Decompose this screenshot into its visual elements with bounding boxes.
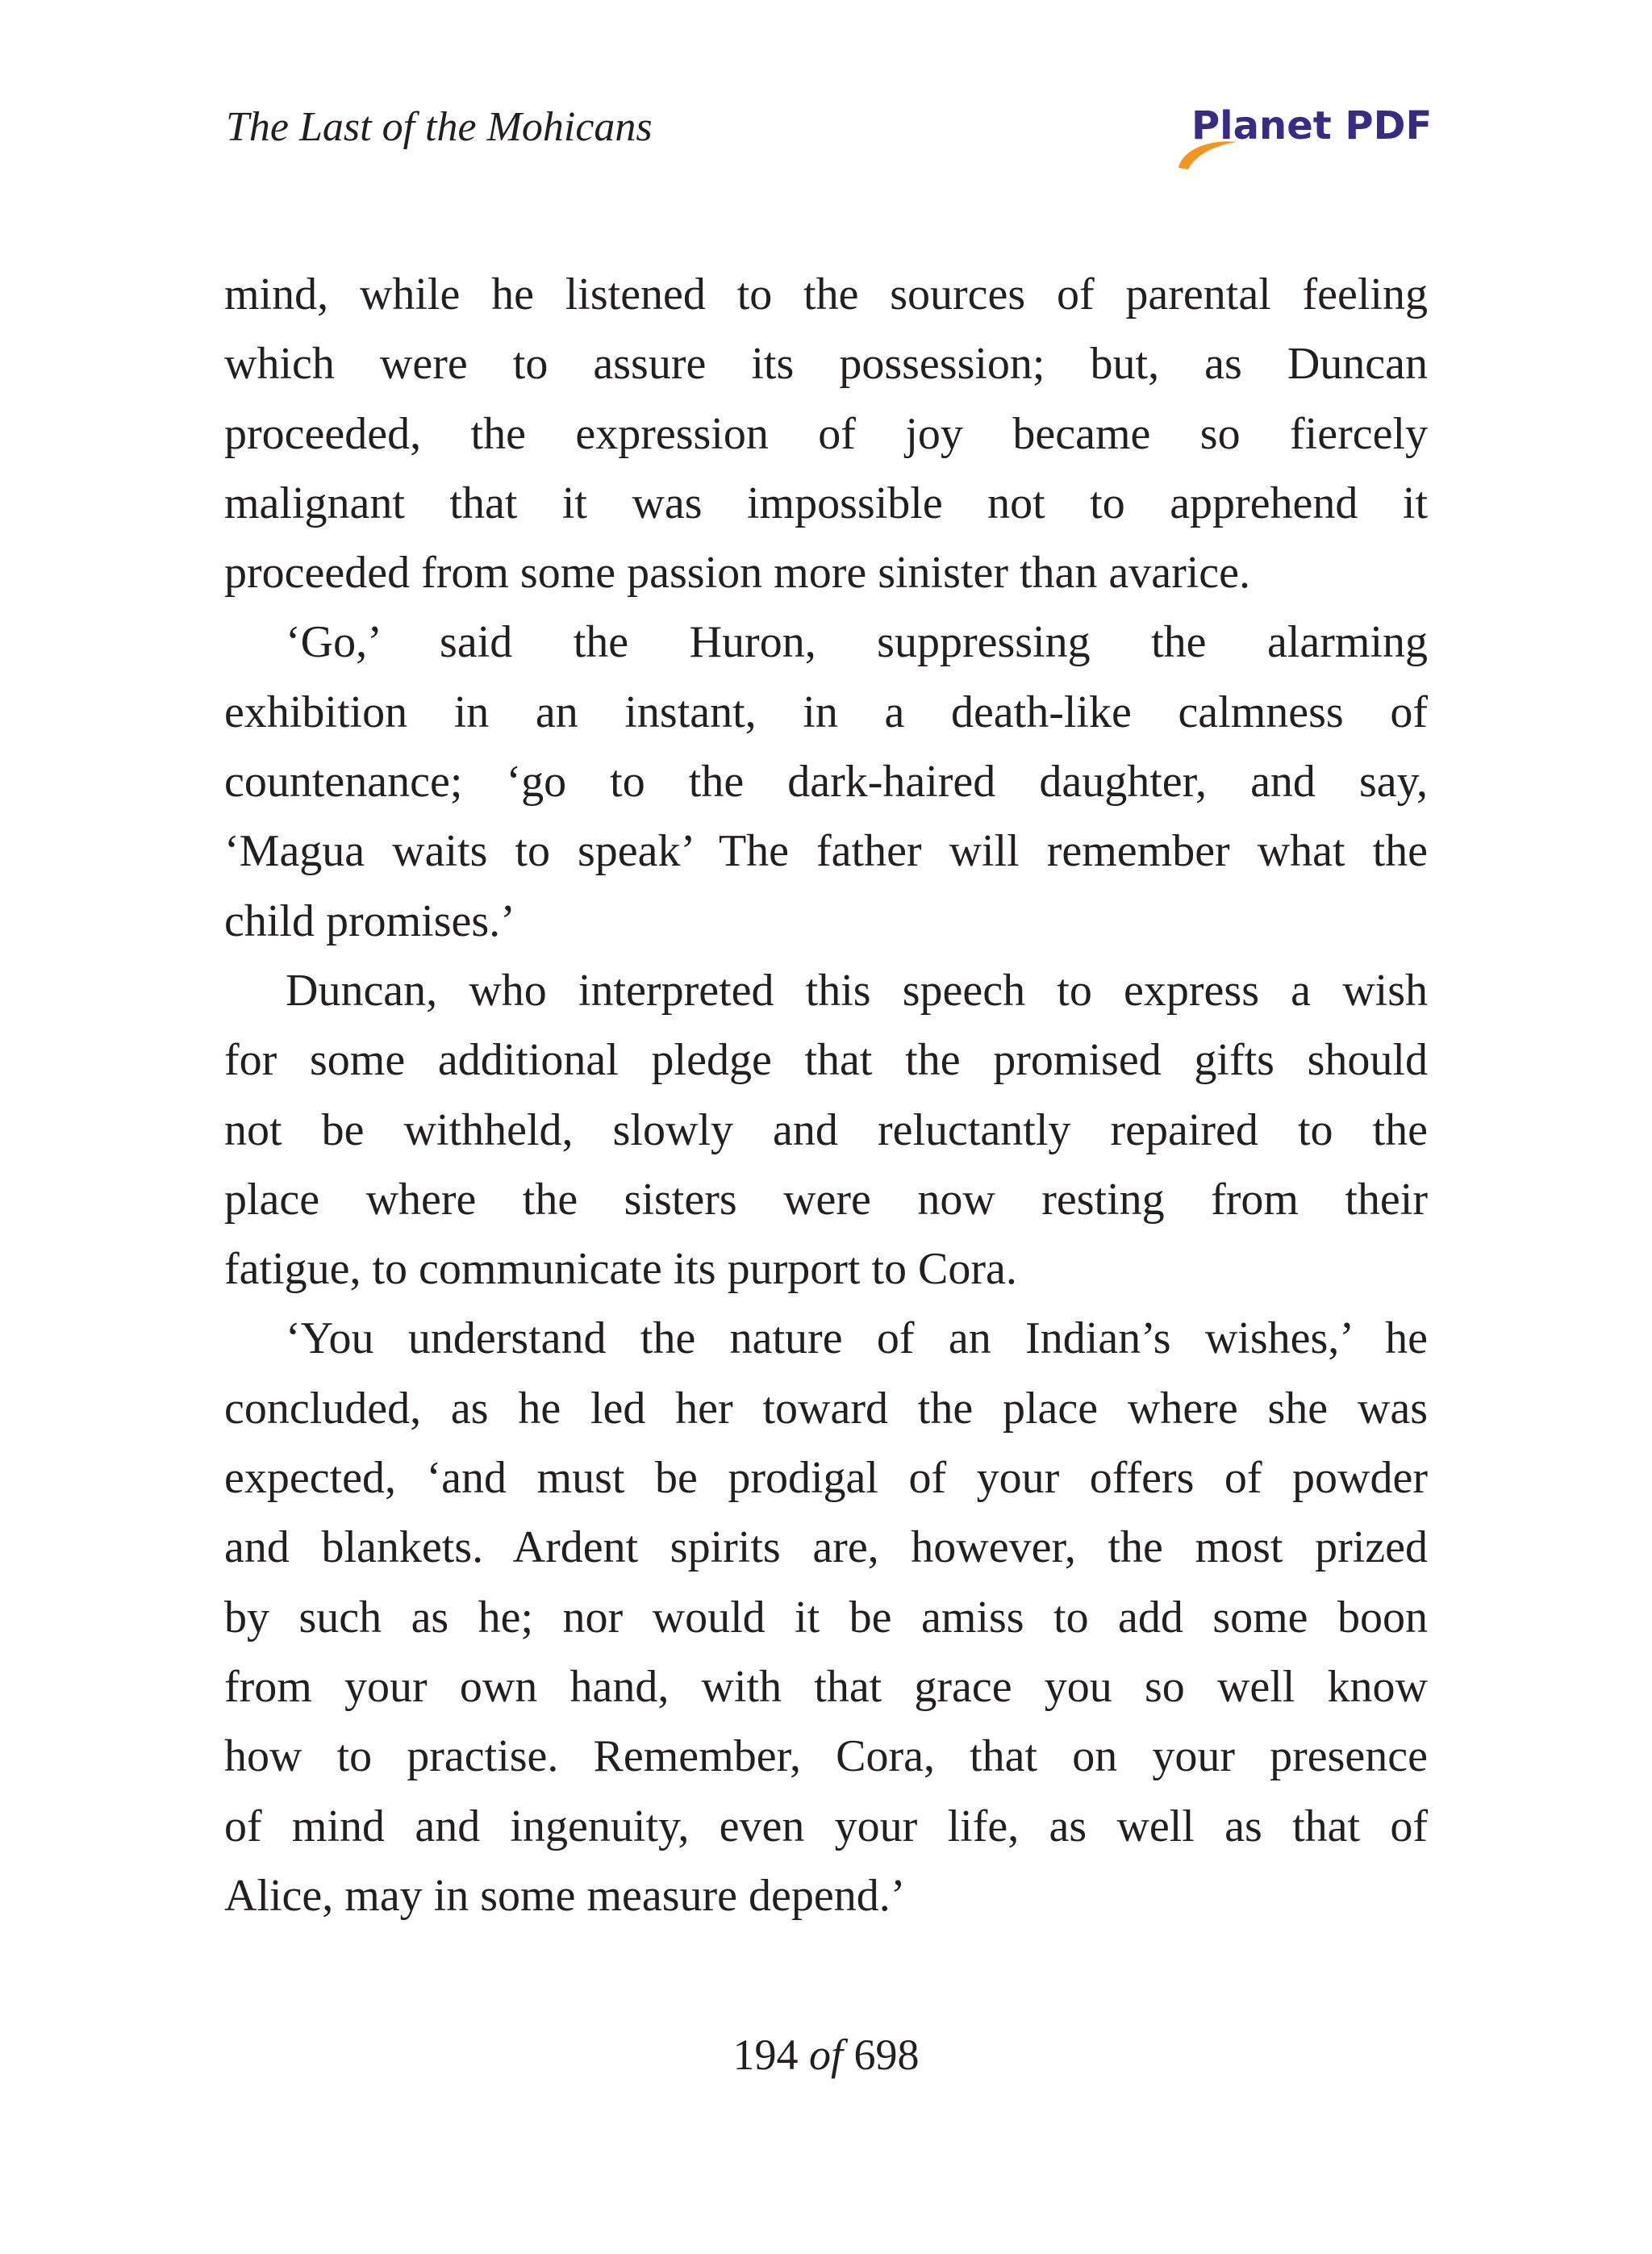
text-line: fatigue, to communicate its purport to Cora. <box>224 1244 1017 1295</box>
text-line: place where the sisters were now resting from their <box>224 1174 1428 1225</box>
page-number <box>0 2033 1652 2077</box>
brand-word-planet: Planet <box>1191 103 1332 148</box>
page-total: 698 <box>853 2031 920 2079</box>
text-line: which were to assure its possession; but, as Duncan <box>224 339 1428 390</box>
text-line: not be withheld, slowly and reluctantly repaired to the <box>224 1104 1428 1155</box>
text-line: ‘Magua waits to speak’ The father will remember what the <box>224 826 1428 877</box>
text-line: of mind and ingenuity, even your life, as well as that of <box>224 1801 1428 1851</box>
text-line: how to practise. Remember, Cora, that on your presence <box>224 1731 1428 1782</box>
text-line: concluded, as he led her toward the place where she was <box>224 1383 1428 1434</box>
text-line: mind, while he listened to the sources of parental feeling <box>224 269 1428 319</box>
text-line: proceeded, the expression of joy became so fiercely <box>224 408 1428 459</box>
text-line: by such as he; nor would it be amiss to add some boon <box>224 1592 1428 1642</box>
text-line: from your own hand, with that grace you so well know <box>224 1661 1428 1712</box>
text-line: Alice, may in some measure depend.’ <box>224 1870 906 1921</box>
brand-word-pdf: PDF <box>1345 103 1433 148</box>
planet-pdf-logo <box>1174 105 1432 169</box>
text-line: and blankets. Ardent spirits are, however, the most prized <box>224 1522 1428 1573</box>
text-line: ‘Go,’ said the Huron, suppressing the alarming <box>286 617 1428 668</box>
text-line: ‘You understand the nature of an Indian’s wishes,’ he <box>286 1313 1428 1364</box>
text-line: expected, ‘and must be prodigal of your offers of powder <box>224 1453 1428 1504</box>
text-line: for some additional pledge that the promised gifts should <box>224 1035 1428 1086</box>
text-line: child promises.’ <box>224 895 515 946</box>
text-line: Duncan, who interpreted this speech to express a wish <box>286 965 1428 1016</box>
text-line: countenance; ‘go to the dark-haired daughter, and say, <box>224 757 1428 808</box>
text-line: malignant that it was impossible not to apprehend it <box>224 478 1428 528</box>
text-line: exhibition in an instant, in a death-like calmness of <box>224 687 1428 737</box>
text-line: proceeded from some passion more sinister than avarice. <box>224 548 1251 599</box>
brand-text <box>1191 103 1433 148</box>
book-title: The Last of the Mohicans <box>226 104 653 150</box>
page-body <box>224 260 1428 1931</box>
page-current: 194 <box>732 2031 799 2079</box>
page-of: of <box>808 2031 843 2079</box>
